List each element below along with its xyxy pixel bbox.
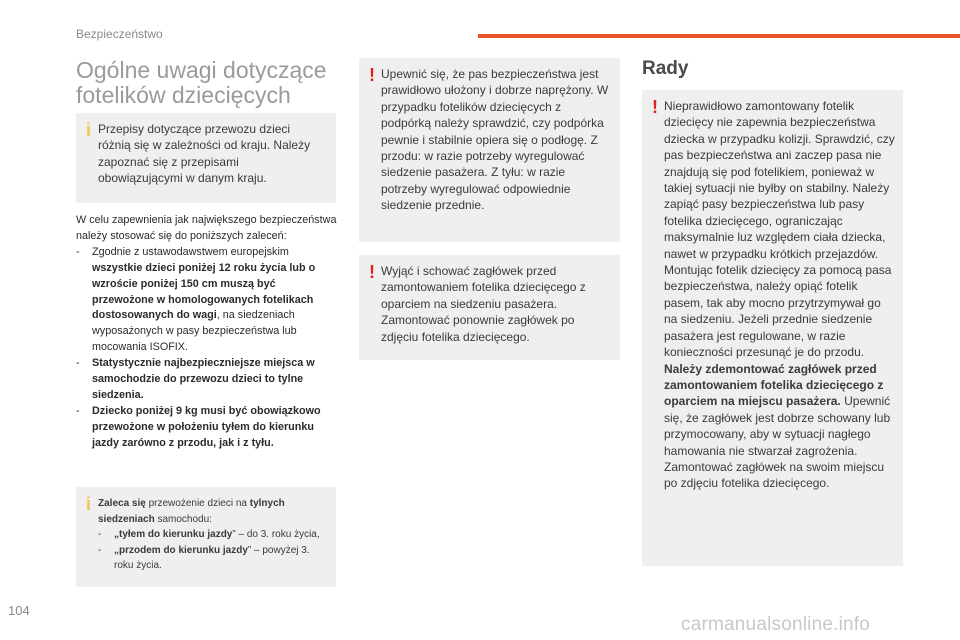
section-header: Bezpieczeństwo bbox=[76, 27, 163, 41]
section-title-rady: Rady bbox=[642, 58, 689, 79]
warning-icon: ! bbox=[652, 97, 658, 117]
body-intro: W celu zapewnienia jak największego bezpieczeństwa należy stosować się do poniższych zaleceń: bbox=[76, 214, 337, 242]
list-item: - „tyłem do kierunku jazdy” – do 3. roku życia, bbox=[98, 527, 330, 543]
list-item-prefix: Zgodnie z ustawodawstwem europejskim bbox=[92, 245, 289, 258]
page-number: 104 bbox=[8, 603, 30, 618]
warning-box-text: Upewnić się, że pas bezpieczeństwa jest prawidłowo ułożony i dobrze naprężony. W przypadku fotelików dziecięcych z podpórką należy sprawdzić, czy podpórka pewnie i stabilnie opiera się o podłogę. Z przodu: w razie potrzeby wyregulować siedzenie pasażera. Z tyłu: w razie potrzeby wyregulować odpowiednie siedzenie przednie. bbox=[381, 67, 609, 213]
list-dash: - bbox=[76, 245, 80, 258]
info-box-regulations bbox=[76, 113, 336, 203]
warning-box-seatbelt bbox=[359, 58, 620, 242]
list-dash: - bbox=[76, 404, 80, 417]
warning-box-text: Nieprawidłowo zamontowany fotelik dziecięcy nie zapewnia bezpieczeństwa dziecka w przypadku kolizji. Sprawdzić, czy pas bezpieczeństwa ani zaczep pasa nie znajdują się pod fotelikiem, ponieważ w takiej sytuacji nie byłby on stabilny. Należy zapiąć pasy bezpieczeństwa lub pasy fotelika dziecięcego, ograniczając maksymalnie luz względem ciała dziecka, nawet w przypadku krótkich przejazdów. Montując fotelik dziecięcy za pomocą pasa bezpieczeństwa, należy opiąć fotelik pasem, tak aby mocno przytrzymywał go na siedzeniu. Jeżeli przednie siedzenie pasażera jest regulowane, w razie konieczności przesunąć je do przodu. Należy zdemontować zagłówek przed zamontowaniem fotelika dziecięcego z oparciem na miejscu pasażera. Upewnić się, że zagłówek jest dobrze schowany lub przymocowany, aby w sytuacji nagłego hamowania nie stwarzał zagrożenia. Zamontować zagłówek na swoim miejscu po zdjęciu fotelika dziecięcego. bbox=[664, 99, 895, 491]
info-box-rear-seats bbox=[76, 487, 336, 587]
list-dash: - bbox=[98, 544, 102, 556]
header-accent-rule bbox=[478, 34, 960, 38]
list-item bbox=[76, 404, 340, 452]
list-dash: - bbox=[76, 357, 80, 370]
list-item-bold: Dziecko poniżej 9 kg musi być obowiązkowo przewożone w położeniu tyłem do kierunku jazdy zarówno z przodu, jak i z tyłu. bbox=[92, 404, 321, 449]
info-icon: i bbox=[86, 494, 92, 514]
list-item: - „przodem do kierunku jazdy” – powyżej 3. roku życia. bbox=[98, 543, 330, 574]
info-box-text: Zaleca się przewożenie dzieci na tylnych siedzeniach samochodu: - „tyłem do kierunku jazdy” – do 3. roku życia, - „przodem do kierunku jazdy” – powyżej 3. roku życia. bbox=[98, 496, 330, 574]
warning-box-text: Wyjąć i schować zagłówek przed zamontowaniem fotelika dziecięcego z oparciem na siedzeniu pasażera. Zamontować ponownie zagłówek po zdjęciu fotelika dziecięcego. bbox=[381, 264, 586, 344]
list-item bbox=[76, 356, 340, 404]
info-icon: i bbox=[86, 120, 92, 140]
list-dash: - bbox=[98, 529, 102, 540]
warning-box-advice bbox=[642, 90, 903, 566]
list-item bbox=[76, 245, 340, 356]
body-text bbox=[76, 213, 340, 452]
list-item-bold: wszystkie dzieci poniżej 12 roku życia lub o wzroście poniżej 150 cm muszą być przewożone w homologowanych fotelikach dostosowanych do wagi bbox=[92, 261, 316, 322]
warning-icon: ! bbox=[369, 262, 375, 282]
list-item-suffix: , na siedzeniach wyposażonych w pasy bezpieczeństwa lub mocowania ISOFIX. bbox=[92, 309, 297, 354]
warning-box-headrest bbox=[359, 255, 620, 360]
info-box-text: Przepisy dotyczące przewozu dzieci różnią się w zależności od kraju. Należy zapoznać się z przepisami obowiązującymi w danym kraju. bbox=[98, 122, 311, 186]
list-item-bold: Statystycznie najbezpieczniejsze miejsca w samochodzie do przewozu dzieci to tylne siedzenia. bbox=[92, 357, 315, 401]
warning-icon: ! bbox=[369, 65, 375, 85]
page-title: Ogólne uwagi dotyczące fotelików dziecięcych bbox=[76, 57, 327, 108]
watermark: carmanualsonline.info bbox=[681, 614, 871, 635]
